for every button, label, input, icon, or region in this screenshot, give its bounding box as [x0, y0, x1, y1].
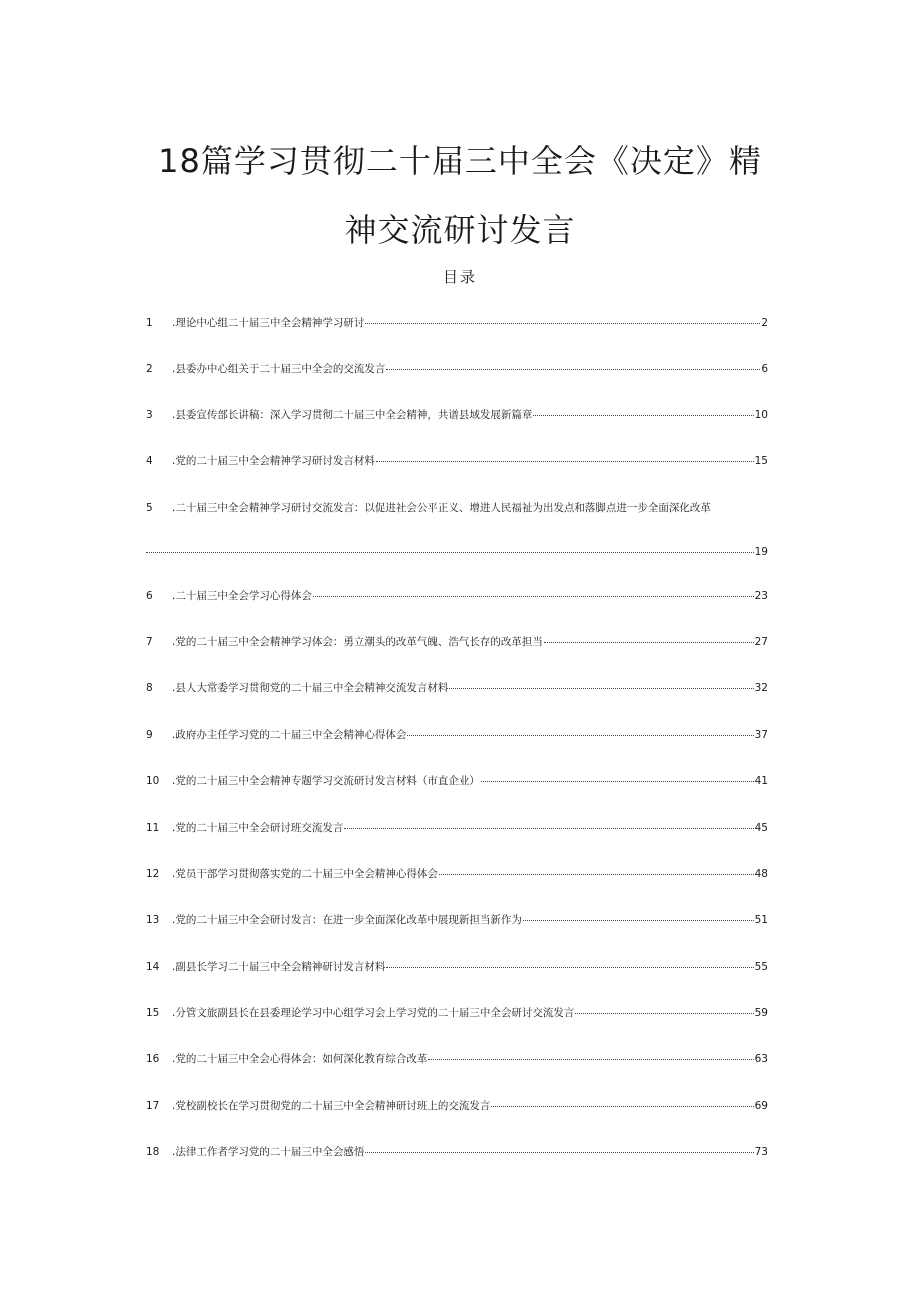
toc-entry-3[interactable]	[146, 406, 768, 424]
toc-leader-dots	[544, 642, 754, 643]
toc-entry-8[interactable]	[146, 679, 768, 697]
toc-entry-number: 3	[146, 409, 153, 421]
toc-entry-number: 13	[146, 914, 160, 926]
toc-entry-4[interactable]	[146, 452, 768, 470]
toc-heading: 目录	[442, 268, 477, 286]
toc-entry-number: 2	[146, 363, 153, 375]
toc-entry-page: 37	[754, 729, 768, 741]
toc-entry-title: .二十届三中全会学习心得体会	[172, 590, 312, 602]
toc-entry-2[interactable]	[146, 360, 768, 378]
toc-entry-13[interactable]	[146, 911, 768, 929]
toc-entry-number: 4	[146, 455, 153, 467]
toc-entry-1[interactable]	[146, 314, 768, 332]
toc-leader-dots	[491, 1106, 753, 1107]
toc-leader-dots	[407, 735, 753, 736]
toc-entry-title: .法律工作者学习党的二十届三中全会感悟	[172, 1146, 365, 1158]
toc-entry-7[interactable]	[146, 633, 768, 651]
toc-entry-page: 55	[754, 961, 768, 973]
toc-entry-title: .二十届三中全会精神学习研讨交流发言：以促进社会公平正义、增进人民福祉为出发点和落脚点进一步全面深化改革	[172, 502, 711, 514]
toc-entry-number: 8	[146, 682, 153, 694]
toc-entry-title: .党的二十届三中全会精神专题学习交流研讨发言材料（市直企业）	[172, 775, 480, 787]
toc-entry-title: .县委办中心组关于二十届三中全会的交流发言	[172, 363, 386, 375]
toc-entry-16[interactable]	[146, 1050, 768, 1068]
toc-entry-title: .县委宣传部长讲稿：深入学习贯彻二十届三中全会精神，共谱县域发展新篇章	[172, 409, 533, 421]
toc-leader-dots	[146, 552, 754, 553]
toc-entry-number: 18	[146, 1146, 160, 1158]
toc-entry-number: 14	[146, 961, 160, 973]
toc-entry-page: 2	[761, 317, 768, 329]
toc-entry-page: 48	[754, 868, 768, 880]
toc-leader-dots	[428, 1059, 753, 1060]
toc-entry-15[interactable]	[146, 1004, 768, 1022]
toc-entry-number: 10	[146, 775, 160, 787]
toc-leader-dots	[575, 1013, 753, 1014]
document-title-line-2: 神交流研讨发言	[344, 211, 576, 249]
toc-entry-page: 32	[754, 682, 768, 694]
toc-leader-dots	[449, 688, 753, 689]
toc-entry-title: .党的二十届三中全会研讨发言：在进一步全面深化改革中展现新担当新作为	[172, 914, 522, 926]
toc-entry-17[interactable]	[146, 1097, 768, 1115]
toc-entry-number: 1	[146, 317, 153, 329]
toc-entry-number: 9	[146, 729, 153, 741]
toc-entry-page: 59	[754, 1007, 768, 1019]
toc-entry-number: 16	[146, 1053, 160, 1065]
toc-leader-dots	[386, 967, 753, 968]
toc-entry-title: .党的二十届三中全会研讨班交流发言	[172, 822, 344, 834]
toc-leader-dots	[439, 874, 754, 875]
toc-entry-18[interactable]	[146, 1143, 768, 1161]
toc-entry-page: 10	[754, 409, 768, 421]
toc-entry-number: 6	[146, 590, 153, 602]
document-title-line-1: 18篇学习贯彻二十届三中全会《决定》精	[158, 142, 762, 180]
toc-entry-page: 69	[754, 1100, 768, 1112]
toc-entry-title: .党的二十届三中全会精神学习体会：勇立潮头的改革气魄、浩气长存的改革担当	[172, 636, 543, 648]
toc-entry-title: .党的二十届三中全会心得体会：如何深化教育综合改革	[172, 1053, 428, 1065]
toc-leader-dots	[523, 920, 754, 921]
toc-entry-page: 23	[754, 590, 768, 602]
toc-entry-title: .理论中心组二十届三中全会精神学习研讨	[172, 317, 365, 329]
toc-leader-dots	[481, 781, 754, 782]
toc-entry-5[interactable]	[146, 499, 768, 517]
toc-entry-page: 73	[754, 1146, 768, 1158]
toc-leader-dots	[386, 369, 760, 370]
toc-entry-page: 19	[754, 546, 768, 558]
toc-entry-number: 5	[146, 502, 153, 514]
toc-entry-number: 7	[146, 636, 153, 648]
toc-entry-page: 45	[754, 822, 768, 834]
toc-entry-title: .党校副校长在学习贯彻党的二十届三中全会精神研讨班上的交流发言	[172, 1100, 491, 1112]
toc-entry-12[interactable]	[146, 865, 768, 883]
toc-entry-5-continuation[interactable]	[146, 543, 768, 561]
toc-entry-title: .党员干部学习贯彻落实党的二十届三中全会精神心得体会	[172, 868, 438, 880]
toc-entry-page: 41	[754, 775, 768, 787]
toc-entry-9[interactable]	[146, 726, 768, 744]
toc-entry-6[interactable]	[146, 587, 768, 605]
toc-entry-14[interactable]	[146, 958, 768, 976]
toc-entry-page: 27	[754, 636, 768, 648]
toc-entry-title: .党的二十届三中全会精神学习研讨发言材料	[172, 455, 375, 467]
toc-entry-page: 51	[754, 914, 768, 926]
toc-entry-page: 63	[754, 1053, 768, 1065]
toc-entry-title: .政府办主任学习党的二十届三中全会精神心得体会	[172, 729, 407, 741]
toc-leader-dots	[365, 323, 760, 324]
toc-leader-dots	[376, 461, 754, 462]
toc-leader-dots	[533, 415, 753, 416]
toc-entry-number: 12	[146, 868, 160, 880]
toc-leader-dots	[365, 1152, 753, 1153]
toc-entry-number: 15	[146, 1007, 160, 1019]
toc-leader-dots	[344, 828, 753, 829]
toc-entry-title: .副县长学习二十届三中全会精神研讨发言材料	[172, 961, 386, 973]
toc-entry-10[interactable]	[146, 772, 768, 790]
toc-entry-title: .县人大常委学习贯彻党的二十届三中全会精神交流发言材料	[172, 682, 449, 694]
toc-entry-number: 17	[146, 1100, 160, 1112]
toc-entry-11[interactable]	[146, 819, 768, 837]
toc-entry-title: .分管文旅副县长在县委理论学习中心组学习会上学习党的二十届三中全会研讨交流发言	[172, 1007, 575, 1019]
toc-entry-page: 6	[761, 363, 768, 375]
toc-entry-number: 11	[146, 822, 160, 834]
toc-leader-dots	[313, 596, 754, 597]
toc-entry-page: 15	[754, 455, 768, 467]
